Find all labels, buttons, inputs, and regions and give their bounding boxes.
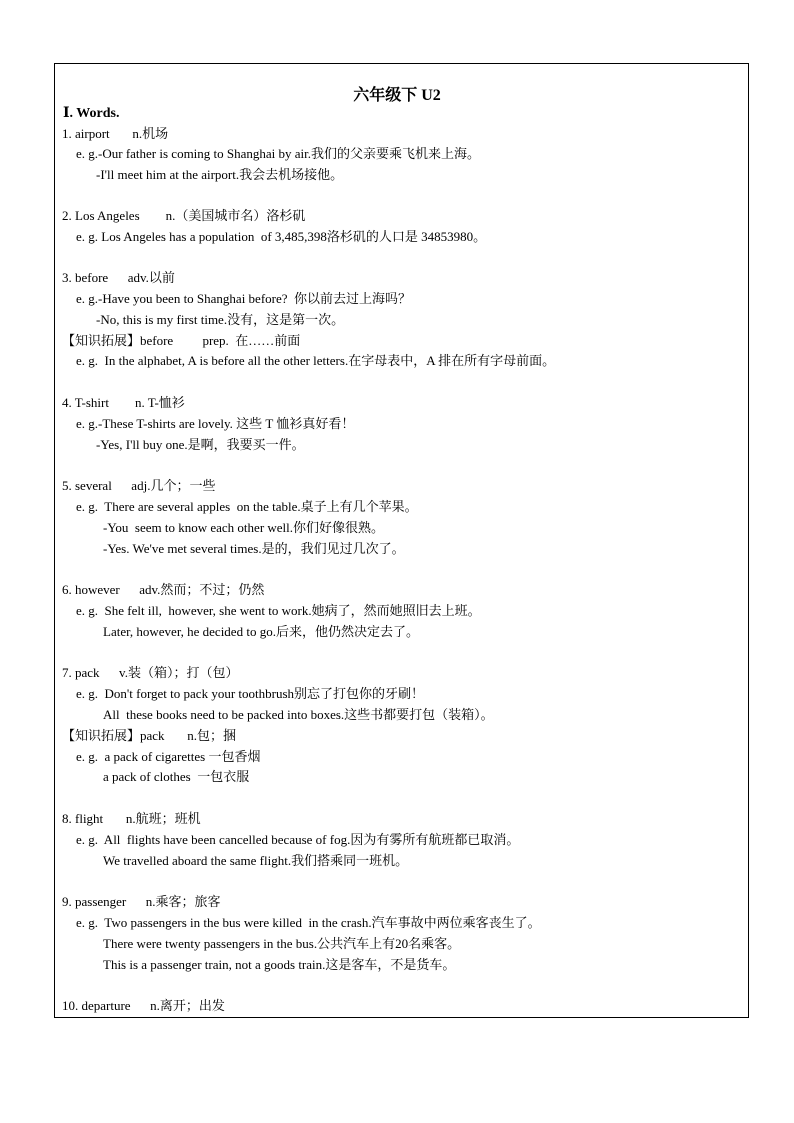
document-line: e. g.-Have you been to Shanghai before? 你以前去过上海吗？ [76,291,412,306]
document-line: 3. before adv.以前 [62,270,175,285]
document-line: -No, this is my first time.没有，这是第一次。 [96,312,345,327]
document-line: Later, however, he decided to go.后来，他仍然决定去了。 [103,624,419,639]
document-line: e. g. All flights have been cancelled because of fog.因为有雾所有航班都已取消。 [76,832,520,847]
document-line: 9. passenger n.乘客；旅客 [62,894,221,909]
document-line: a pack of clothes 一包衣服 [103,769,250,784]
document-line: e. g. Los Angeles has a population of 3,485,398洛杉矶的人口是 34853980。 [76,229,487,244]
document-line: e. g. Don't forget to pack your toothbrush别忘了打包你的牙刷！ [76,686,425,701]
document-line: -You seem to know each other well.你们好像很熟。 [103,520,385,535]
page-title: 六年级下 U2 [353,87,441,104]
document-line: This is a passenger train, not a goods train.这是客车，不是货车。 [103,957,456,972]
document-line: We travelled aboard the same flight.我们搭乘同一班机。 [103,853,409,868]
document-line: 【知识拓展】before prep. 在……前面 [62,333,301,348]
document-line: -Yes. We've met several times.是的，我们见过几次了。 [103,541,405,556]
document-line: 6. however adv.然而；不过；仍然 [62,582,265,597]
document-line: e. g. a pack of cigarettes 一包香烟 [76,749,261,764]
document-line: e. g.-Our father is coming to Shanghai by air.我们的父亲要乘飞机来上海。 [76,146,481,161]
document-line: e. g. In the alphabet, A is before all the other letters.在字母表中，A 排在所有字母前面。 [76,353,556,368]
document-line: 8. flight n.航班；班机 [62,811,201,826]
document-line: e. g. She felt ill, however, she went to work.她病了，然而她照旧去上班。 [76,603,481,618]
document-line: All these books need to be packed into boxes.这些书都要打包（装箱）。 [103,707,494,722]
section-heading: Ⅰ. Words. [63,106,120,121]
document-line: 1. airport n.机场 [62,126,169,141]
document-line: 7. pack v.装（箱）；打（包） [62,665,239,680]
document-line: 4. T-shirt n. T-恤衫 [62,395,185,410]
document-line: e. g. Two passengers in the bus were killed in the crash.汽车事故中两位乘客丧生了。 [76,915,541,930]
document-line: 2. Los Angeles n.（美国城市名）洛杉矶 [62,208,306,223]
document-line: -Yes, I'll buy one.是啊，我要买一件。 [96,437,305,452]
document-line: 5. several adj.几个；一些 [62,478,216,493]
document-line: e. g.-These T-shirts are lovely. 这些 T 恤衫真好看！ [76,416,355,431]
document-line: 【知识拓展】pack n.包；捆 [62,728,237,743]
document-line: -I'll meet him at the airport.我会去机场接他。 [96,167,344,182]
document-line: 10. departure n.离开；出发 [62,998,225,1013]
document-line: e. g. There are several apples on the table.桌子上有几个苹果。 [76,499,418,514]
document-line: There were twenty passengers in the bus.公共汽车上有20名乘客。 [103,936,461,951]
